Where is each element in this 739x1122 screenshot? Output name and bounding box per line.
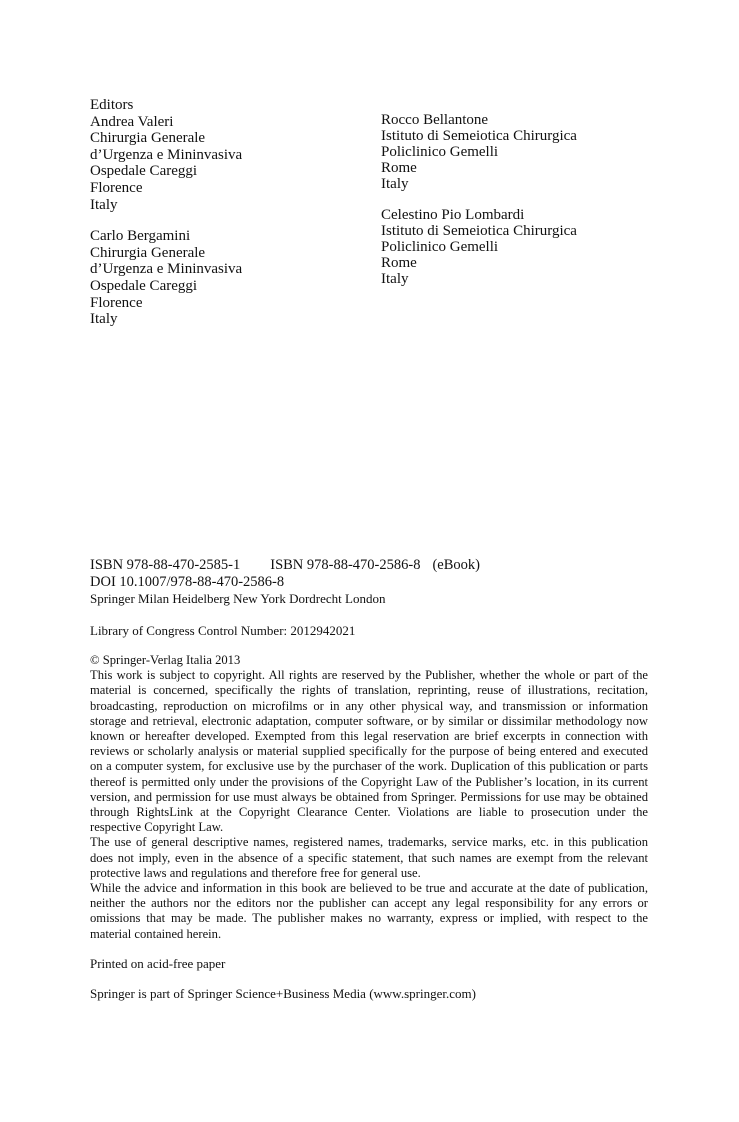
editor-affiliation-line: Chirurgia Generale	[90, 130, 206, 147]
library-of-congress-number: Library of Congress Control Number: 2012942021	[90, 623, 356, 638]
editor-affiliation-line: Istituto di Semeiotica Chirurgica	[381, 223, 577, 239]
editors-right-column	[381, 112, 577, 287]
publisher-cities: Springer Milan Heidelberg New York Dordrecht London	[90, 591, 386, 606]
editors-left-column	[90, 97, 242, 328]
editor-affiliation-line: Policlinico Gemelli	[381, 239, 499, 255]
isbn-ebook: ISBN 978-88-470-2586-8	[270, 557, 421, 573]
editor-affiliation-line: Chirurgia Generale	[90, 244, 206, 261]
editor-rocco-bellantone	[381, 112, 577, 192]
printed-note: Printed on acid-free paper	[90, 956, 226, 971]
copyright-paragraph: The use of general descriptive names, registered names, trademarks, service marks, etc. in this publication does not imply, even in the absence of a specific statement, that such names are exempt from the relevant protective laws and regulations and therefore free for general use.	[90, 835, 648, 880]
editor-celestino-pio-lombardi	[381, 207, 577, 287]
editor-city: Rome	[381, 160, 417, 176]
editor-affiliation-line: d’Urgenza e Mininvasiva	[90, 261, 243, 278]
editor-name: Carlo Bergamini	[90, 228, 191, 245]
editor-city: Rome	[381, 255, 417, 271]
editor-affiliation-line: Ospedale Careggi	[90, 277, 198, 294]
isbn-ebook-tag: (eBook)	[432, 557, 480, 573]
isbn-print: ISBN 978-88-470-2585-1	[90, 557, 241, 573]
doi: DOI 10.1007/978-88-470-2586-8	[90, 574, 285, 590]
editor-name: Andrea Valeri	[90, 113, 174, 130]
editor-affiliation-line: Istituto di Semeiotica Chirurgica	[381, 128, 577, 144]
editor-country: Italy	[90, 311, 118, 328]
editor-country: Italy	[90, 196, 118, 213]
copyright-notice	[90, 653, 648, 942]
editor-city: Florence	[90, 294, 143, 311]
editor-city: Florence	[90, 179, 143, 196]
editor-affiliation-line: Ospedale Careggi	[90, 163, 198, 180]
copyright-holder: © Springer-Verlag Italia 2013	[90, 653, 241, 667]
editor-name: Celestino Pio Lombardi	[381, 207, 525, 223]
editors-heading: Editors	[90, 97, 134, 113]
springer-statement: Springer is part of Springer Science+Business Media (www.springer.com)	[90, 986, 476, 1001]
isbn-line	[90, 557, 480, 574]
editor-carlo-bergamini	[90, 228, 242, 328]
editor-affiliation-line: Policlinico Gemelli	[381, 144, 499, 160]
editor-country: Italy	[381, 176, 409, 192]
copyright-paragraph: While the advice and information in this book are believed to be true and accurate at the date of publication, neither the authors nor the editors nor the publisher can accept any legal responsibility for any errors or omissions that may be made. The publisher makes no warranty, express or implied, with respect to the material contained herein.	[90, 881, 648, 941]
editor-country: Italy	[381, 271, 409, 287]
editor-affiliation-line: d’Urgenza e Mininvasiva	[90, 146, 243, 163]
isbn-block	[90, 557, 480, 607]
copyright-paragraph: This work is subject to copyright. All rights are reserved by the Publisher, whether the whole or part of the material is concerned, specifically the rights of translation, reprinting, reuse of illustrations, recitation, broadcasting, reproduction on microfilms or in any other physical way, and transmission or information storage and retrieval, electronic adaptation, computer software, or by similar or dissimilar methodology now known or hereafter developed. Exempted from this legal reservation are brief excerpts in connection with reviews or scholarly analysis or material supplied specifically for the purpose of being entered and executed on a computer system, for exclusive use by the purchaser of the work. Duplication of this publication or parts thereof is permitted only under the provisions of the Copyright Law of the Publisher’s location, in its current version, and permission for use must always be obtained from Springer. Permissions for use may be obtained through RightsLink at the Copyright Clearance Center. Violations are liable to prosecution under the respective Copyright Law.	[90, 668, 648, 835]
editor-andrea-valeri	[90, 114, 242, 214]
editor-name: Rocco Bellantone	[381, 112, 489, 128]
